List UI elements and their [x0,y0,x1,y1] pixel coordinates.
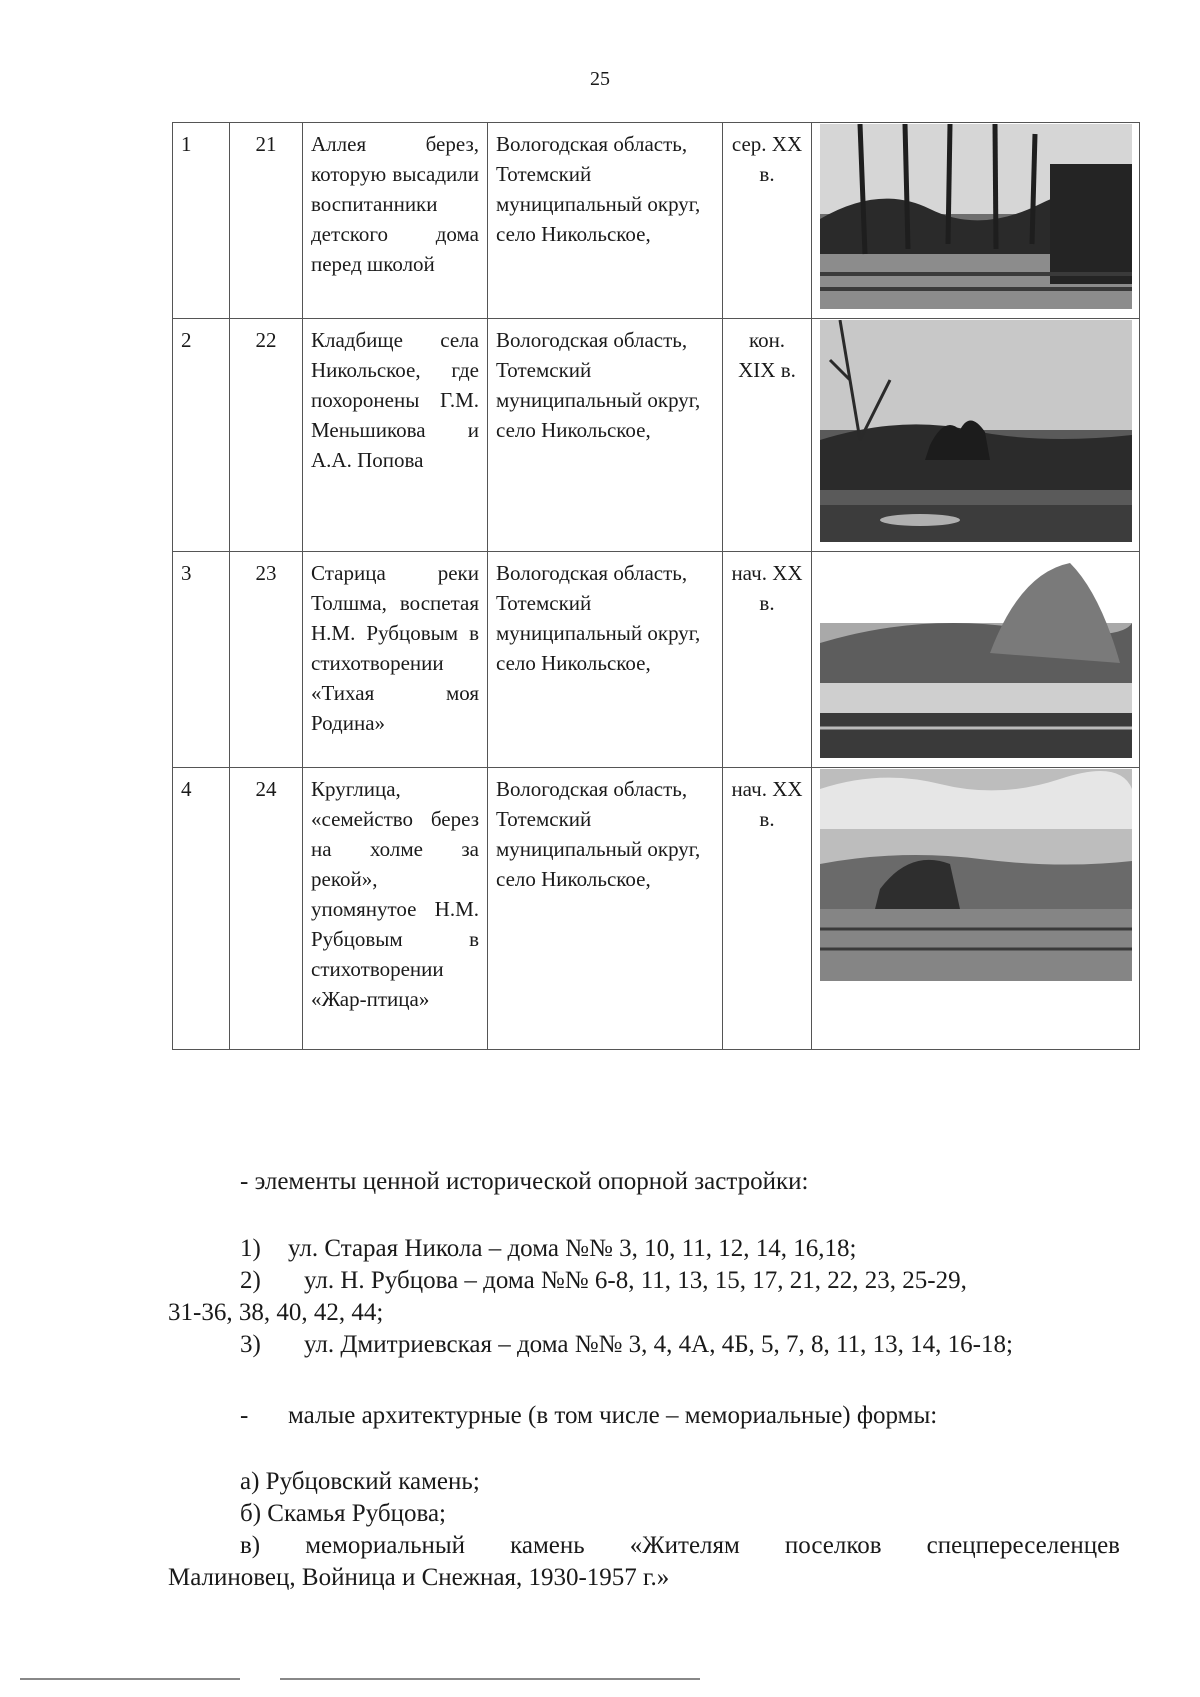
row-number: 4 [173,768,230,1050]
list-text-continued: 31-36, 38, 40, 42, 44; [168,1299,384,1326]
register-number: 22 [230,319,303,552]
cemetery-photo [820,320,1132,542]
page-number: 25 [590,68,610,90]
valuable-buildings-heading [168,1166,1120,1198]
hill-birches-photo [820,769,1132,981]
section-heading [168,1400,1120,1432]
photo-cell [812,768,1140,1050]
small-forms-heading [168,1400,1120,1432]
object-address: Вологодская область, Тотемский муниципальный округ, село Никольское, [488,552,723,768]
list-number: 1) [240,1235,261,1262]
object-address: Вологодская область, Тотемский муниципальный округ, село Никольское, [488,319,723,552]
object-name: Аллея берез, которую высадили воспитанники детского дома перед школой [303,123,488,319]
list-text-continued: Малиновец, Войница и Снежная, 1930-1957 г.» [168,1564,670,1591]
photo-cell [812,123,1140,319]
object-name: Старица реки Толшма, воспетая Н.М. Рубцовым в стихотворении «Тихая моя Родина» [303,552,488,768]
birch-alley-photo [820,124,1132,309]
table-row [173,552,1140,768]
object-address: Вологодская область, Тотемский муниципальный округ, село Никольское, [488,123,723,319]
object-date: кон. XIX в. [723,319,812,552]
register-number: 23 [230,552,303,768]
object-name: Круглица, «семейство берез на холме за рекой», упомянутое Н.М. Рубцовым в стихотворении «Жар-птица» [303,768,488,1050]
row-number: 1 [173,123,230,319]
list-item: в) мемориальный камень «Жителям поселков спецпереселенцев [240,1532,1120,1559]
river-oxbow-photo [820,553,1132,758]
object-address: Вологодская область, Тотемский муниципальный округ, село Никольское, [488,768,723,1050]
list-item [168,1233,1120,1265]
list-text: ул. Дмитриевская – дома №№ 3, 4, 4А, 4Б, 5, 7, 8, 11, 13, 14, 16-18; [304,1331,1013,1358]
street-list [168,1233,1120,1361]
table-row [173,768,1140,1050]
forms-list [168,1466,1120,1594]
photo-cell [812,552,1140,768]
list-item: б) Скамья Рубцова; [240,1500,446,1527]
list-number: 2) [240,1267,261,1294]
object-name: Кладбище села Никольское, где похоронены Г.М. Меньшикова и А.А. Попова [303,319,488,552]
list-item: а) Рубцовский камень; [240,1468,480,1495]
list-text: ул. Старая Никола – дома №№ 3, 10, 11, 12, 14, 16,18; [288,1235,857,1262]
table-row [173,319,1140,552]
list-item [168,1265,1120,1297]
register-number: 24 [230,768,303,1050]
photo-cell [812,319,1140,552]
heritage-objects-table [172,122,1140,1050]
row-number: 3 [173,552,230,768]
register-number: 21 [230,123,303,319]
table-row [173,123,1140,319]
object-date: нач. XX в. [723,768,812,1050]
object-date: нач. XX в. [723,552,812,768]
divider [20,1678,240,1680]
list-number: 3) [240,1331,261,1358]
list-text: ул. Н. Рубцова – дома №№ 6-8, 11, 13, 15, 17, 21, 22, 23, 25-29, [304,1267,967,1294]
section-heading: - элементы ценной исторической опорной застройки: [240,1168,809,1195]
heading-text: малые архитектурные (в том числе – мемориальные) формы: [288,1402,938,1429]
list-item [168,1329,1120,1361]
heading-dash: - [240,1402,249,1429]
divider [280,1678,700,1680]
row-number: 2 [173,319,230,552]
object-date: сер. XX в. [723,123,812,319]
